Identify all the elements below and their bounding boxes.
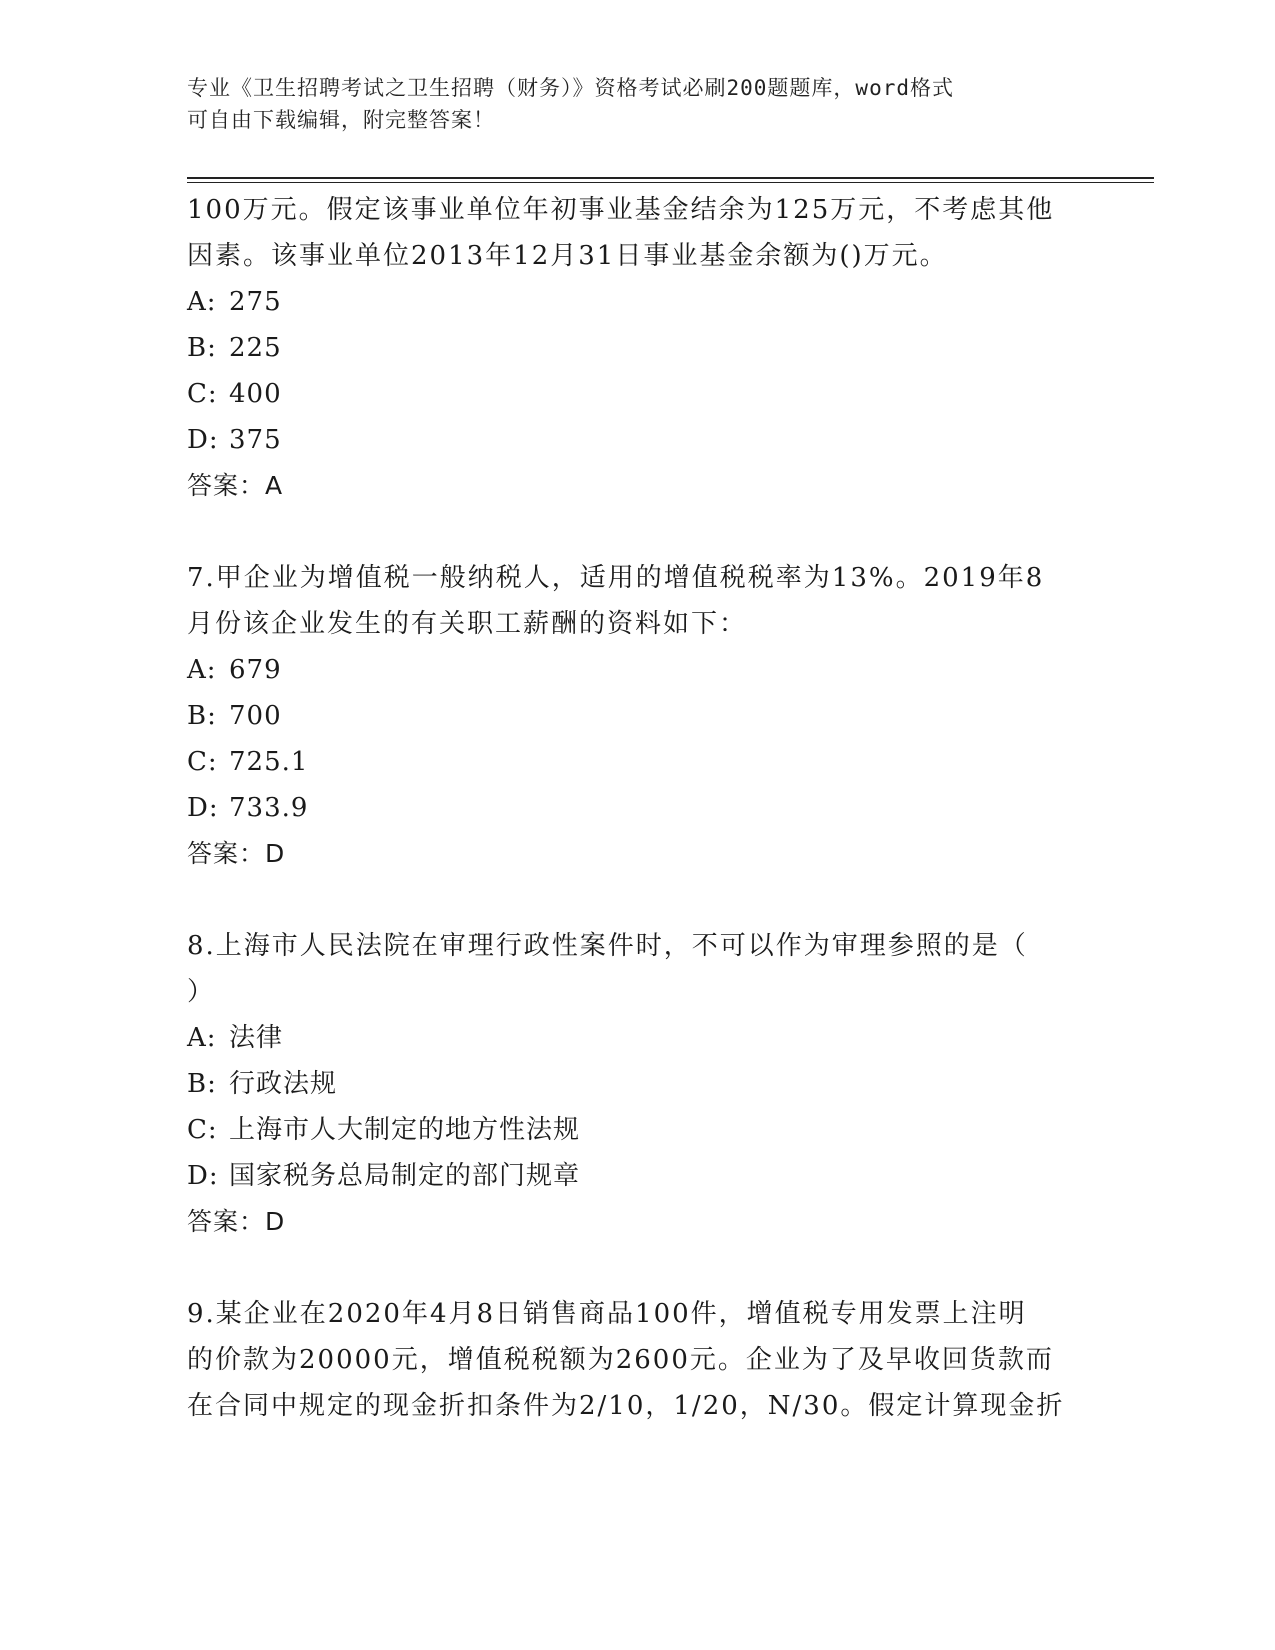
option-text: 行政法规 <box>229 1069 338 1099</box>
option-text: 400 <box>229 379 282 409</box>
option-text: 225 <box>229 333 282 363</box>
option-text: 国家税务总局制定的部门规章 <box>229 1161 581 1191</box>
question-text-line: 在合同中规定的现金折扣条件为2/10，1/20，N/30。假定计算现金折 <box>187 1391 1065 1421</box>
option-key: D: <box>187 1161 219 1191</box>
answer-line: 答案：D <box>187 839 286 868</box>
option-b <box>187 693 1087 739</box>
option-text: 725.1 <box>229 747 309 777</box>
option-text: 375 <box>229 425 282 455</box>
question-8 <box>187 923 1087 1245</box>
option-c <box>187 371 1087 417</box>
spacer <box>187 877 1087 923</box>
question-text-line: 8.上海市人民法院在审理行政性案件时，不可以作为审理参照的是（ <box>187 931 1028 961</box>
option-a <box>187 279 1087 325</box>
option-key: C: <box>187 747 218 777</box>
answer-line: 答案：D <box>187 1207 286 1236</box>
question-text-line: 因素。该事业单位2013年12月31日事业基金余额为()万元。 <box>187 241 948 271</box>
option-key: C: <box>187 1115 218 1145</box>
option-b <box>187 325 1087 371</box>
header-title-line-2: 可自由下载编辑，附完整答案！ <box>187 108 495 132</box>
option-c <box>187 1107 1087 1153</box>
question-text-line: 月份该企业发生的有关职工薪酬的资料如下： <box>187 609 748 639</box>
document-header <box>187 72 1067 136</box>
option-b <box>187 1061 1087 1107</box>
header-rule-thin <box>187 182 1154 183</box>
option-d <box>187 417 1087 463</box>
question-text-line: 7.甲企业为增值税一般纳税人，适用的增值税税率为13%。2019年8 <box>187 563 1045 593</box>
question-6-continuation <box>187 187 1087 509</box>
option-a <box>187 647 1087 693</box>
question-text-line: ） <box>187 977 216 1007</box>
option-key: A: <box>187 287 217 317</box>
question-7 <box>187 555 1087 877</box>
spacer <box>187 1245 1087 1291</box>
header-rule-thick <box>187 177 1154 179</box>
option-key: B: <box>187 1069 217 1099</box>
option-a <box>187 1015 1087 1061</box>
header-title-line-1: 专业《卫生招聘考试之卫生招聘（财务）》资格考试必刷200题题库，word格式 <box>187 76 954 100</box>
question-9 <box>187 1291 1087 1429</box>
option-key: B: <box>187 333 217 363</box>
option-text: 700 <box>229 701 282 731</box>
option-key: D: <box>187 425 219 455</box>
option-key: D: <box>187 793 219 823</box>
question-text-line: 的价款为20000元，增值税税额为2600元。企业为了及早收回货款而 <box>187 1345 1054 1375</box>
option-key: A: <box>187 1023 217 1053</box>
question-text-line: 100万元。假定该事业单位年初事业基金结余为125万元，不考虑其他 <box>187 195 1055 225</box>
option-key: C: <box>187 379 218 409</box>
option-key: A: <box>187 655 217 685</box>
question-text-line: 9.某企业在2020年4月8日销售商品100件，增值税专用发票上注明 <box>187 1299 1027 1329</box>
option-text: 275 <box>229 287 282 317</box>
option-d <box>187 785 1087 831</box>
option-d <box>187 1153 1087 1199</box>
option-c <box>187 739 1087 785</box>
document-body <box>187 187 1087 1429</box>
option-key: B: <box>187 701 217 731</box>
option-text: 法律 <box>229 1023 284 1053</box>
option-text: 上海市人大制定的地方性法规 <box>229 1115 581 1145</box>
spacer <box>187 509 1087 555</box>
option-text: 679 <box>229 655 282 685</box>
option-text: 733.9 <box>229 793 309 823</box>
answer-line: 答案：A <box>187 471 284 500</box>
